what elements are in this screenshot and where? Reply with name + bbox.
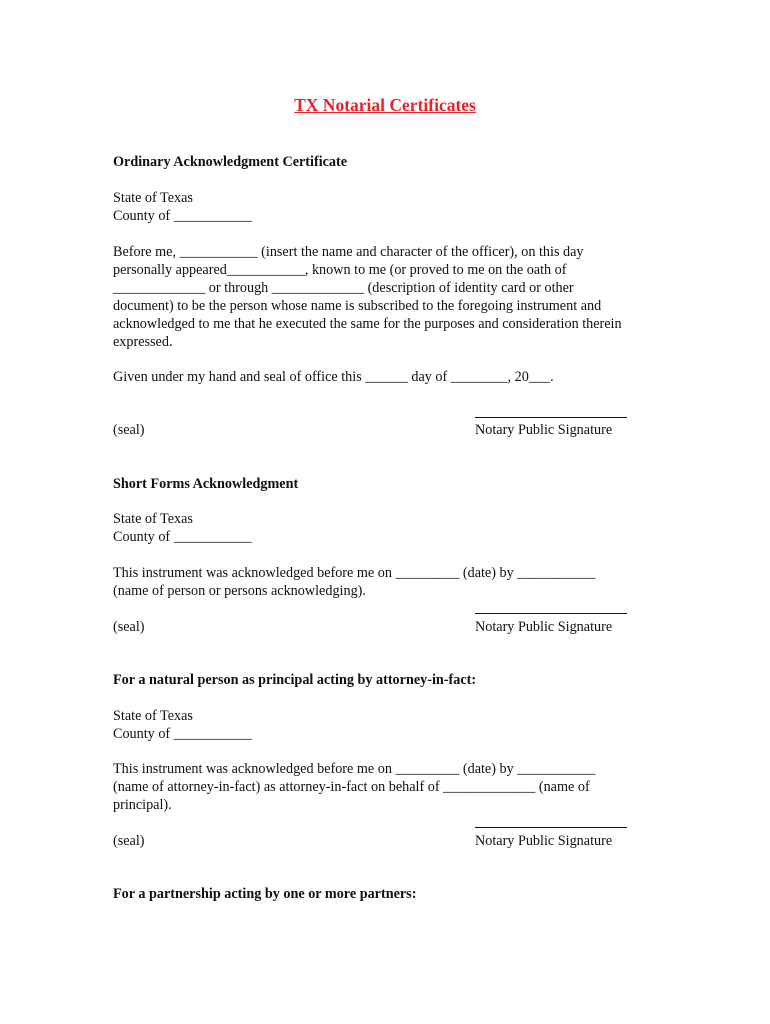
body-line: document) to be the person whose name is subscribed to the foregoing instrument and <box>113 298 602 314</box>
signature-label: Notary Public Signature <box>475 422 613 438</box>
section-1-state: State of Texas <box>113 190 193 206</box>
body-line: _____________ or through _____________ (description of identity card or other <box>113 280 574 296</box>
section-4-heading: For a partnership acting by one or more partners: <box>113 886 417 902</box>
section-1-county: County of ___________ <box>113 208 252 224</box>
body-line: Before me, ___________ (insert the name and character of the officer), on this day <box>113 244 584 260</box>
signature-line <box>475 613 627 614</box>
signature-label: Notary Public Signature <box>475 619 613 635</box>
section-3-heading: For a natural person as principal acting by attorney-in-fact: <box>113 672 477 688</box>
body-line: principal). <box>113 797 172 813</box>
section-1-heading: Ordinary Acknowledgment Certificate <box>113 154 348 170</box>
section-2-county: County of ___________ <box>113 529 252 545</box>
seal-label: (seal) <box>113 619 145 635</box>
section-2-body <box>113 564 673 600</box>
body-line: (name of attorney-in-fact) as attorney-in-fact on behalf of _____________ (name of <box>113 779 590 795</box>
signature-label: Notary Public Signature <box>475 833 613 849</box>
body-line: personally appeared___________, known to me (or proved to me on the oath of <box>113 262 567 278</box>
section-3-county: County of ___________ <box>113 726 252 742</box>
signature-line <box>475 827 627 828</box>
section-3-body <box>113 760 673 814</box>
seal-label: (seal) <box>113 833 145 849</box>
seal-label: (seal) <box>113 422 145 438</box>
body-line: This instrument was acknowledged before me on _________ (date) by ___________ <box>113 565 596 581</box>
section-1-body <box>113 243 673 351</box>
section-3-state: State of Texas <box>113 708 193 724</box>
signature-line <box>475 417 627 418</box>
section-1-given-line: Given under my hand and seal of office this ______ day of ________, 20___. <box>113 369 554 385</box>
body-line: (name of person or persons acknowledging). <box>113 583 366 599</box>
body-line: expressed. <box>113 334 173 350</box>
body-line: acknowledged to me that he executed the same for the purposes and consideration therein <box>113 316 622 332</box>
section-2-heading: Short Forms Acknowledgment <box>113 476 299 492</box>
document-title: TX Notarial Certificates <box>294 95 476 115</box>
body-line: This instrument was acknowledged before me on _________ (date) by ___________ <box>113 761 596 777</box>
section-2-state: State of Texas <box>113 511 193 527</box>
